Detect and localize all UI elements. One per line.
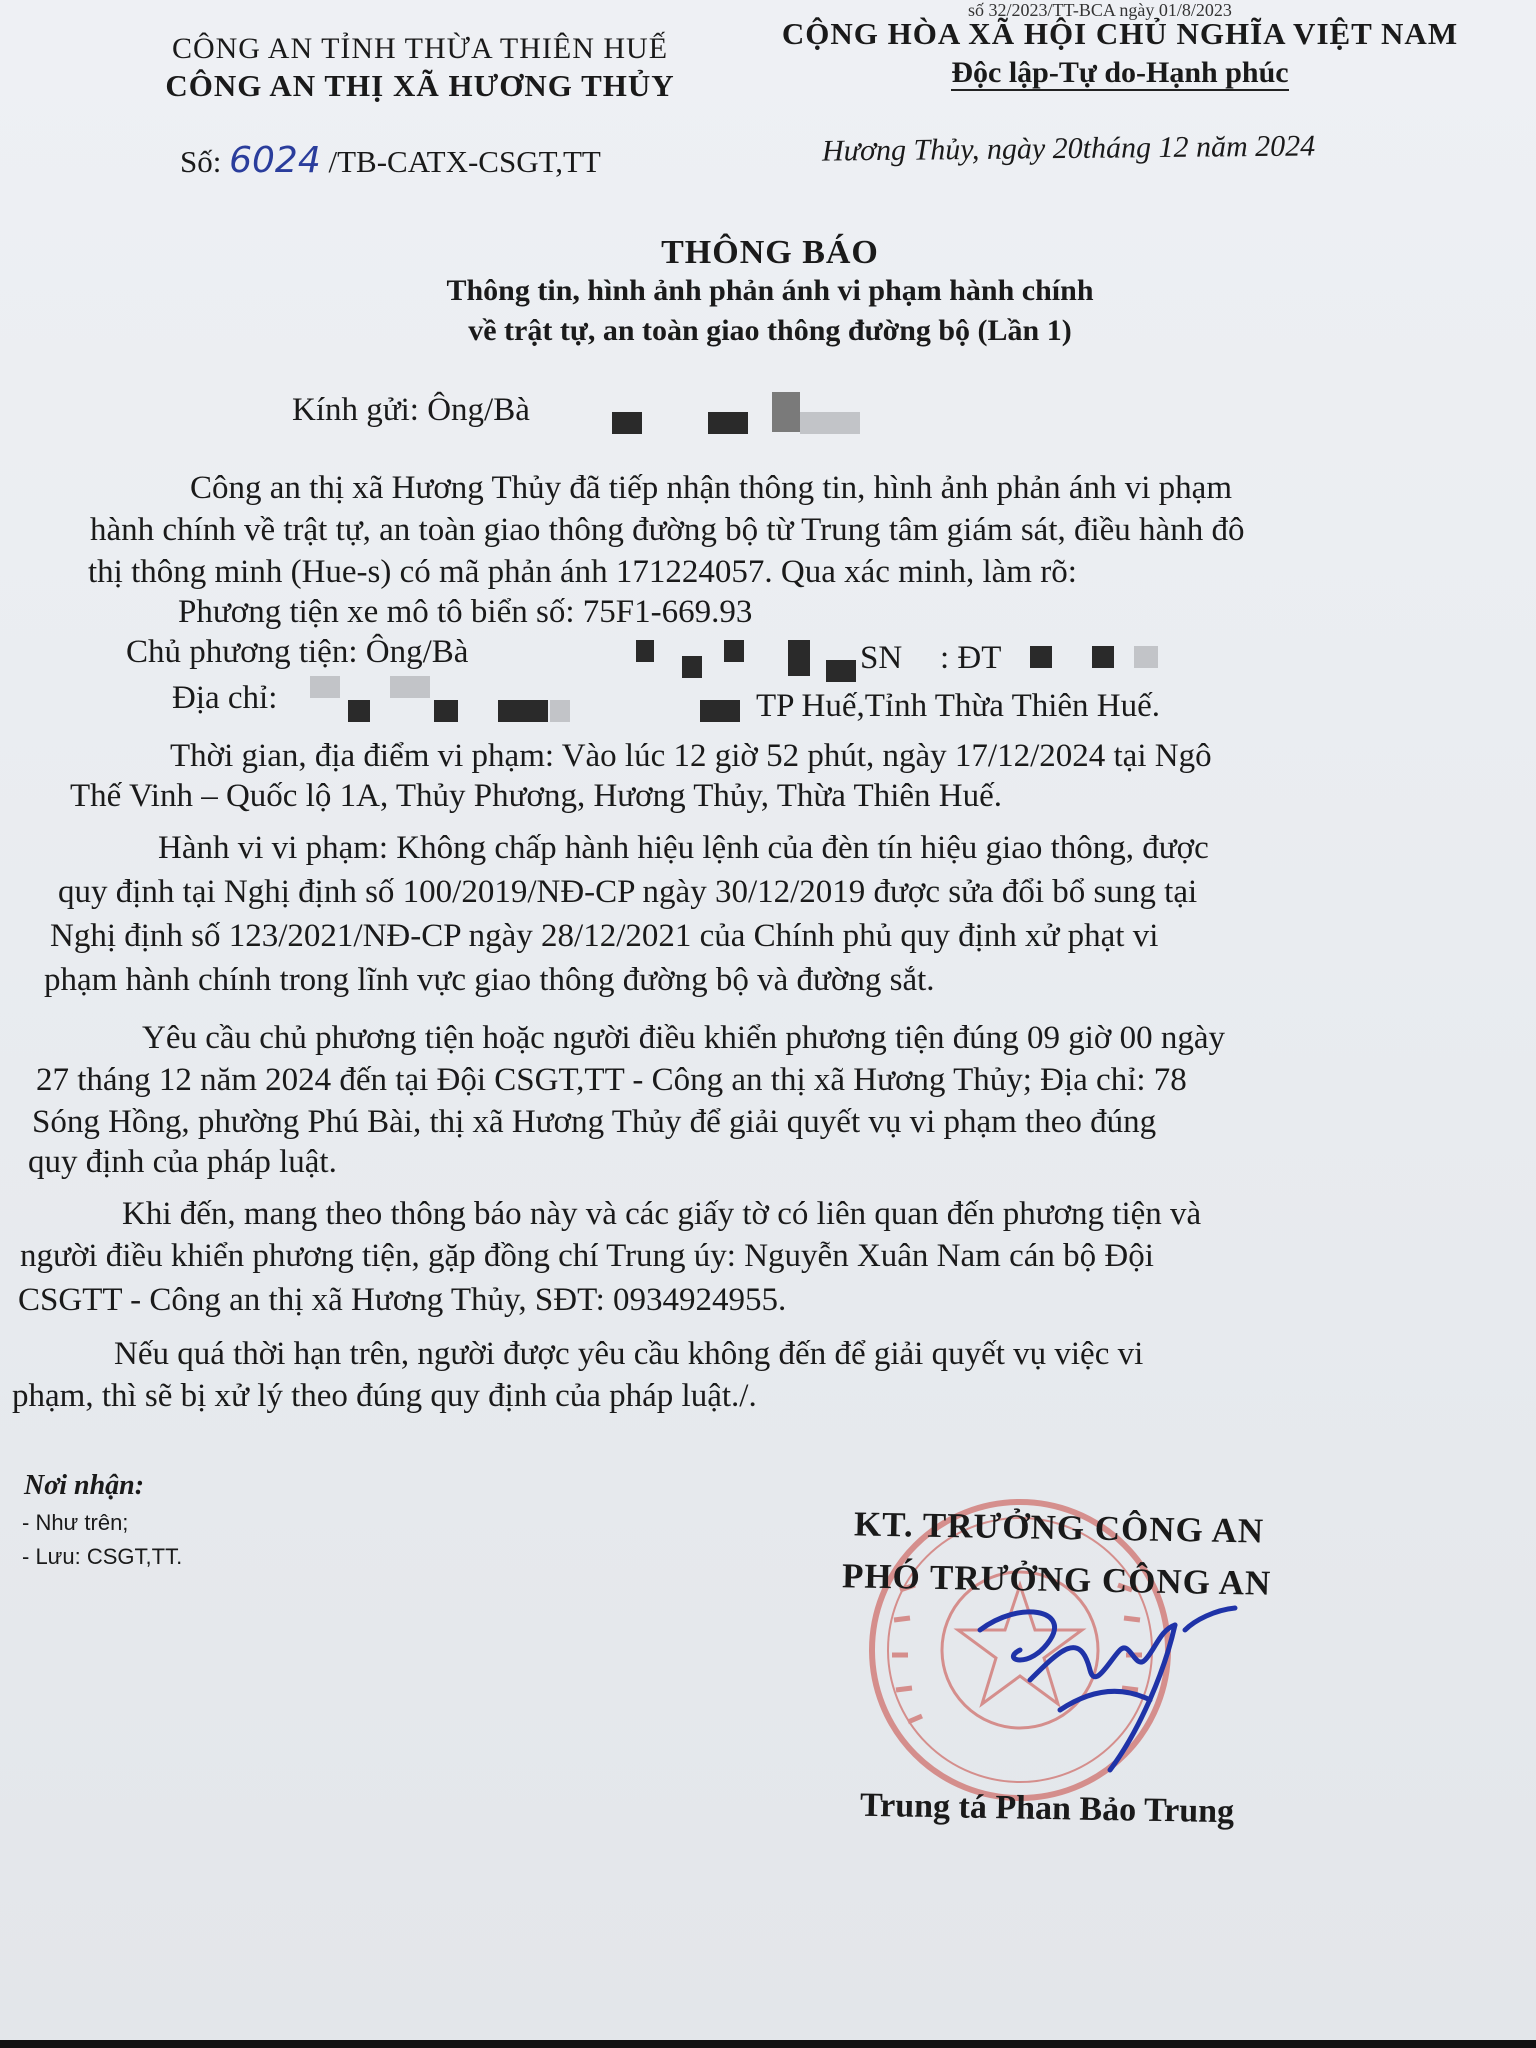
redacted-block	[800, 412, 860, 434]
document-title: THÔNG BÁO	[661, 234, 879, 271]
document-number	[180, 140, 601, 181]
redacted-block	[498, 700, 548, 722]
owner-label: Chủ phương tiện: Ông/Bà	[126, 634, 469, 670]
signature-title-line-2: PHÓ TRƯỞNG CÔNG AN	[841, 1556, 1272, 1603]
recipient-item: - Như trên;	[22, 1510, 129, 1535]
redacted-block	[1134, 646, 1158, 668]
bring-line-1: Khi đến, mang theo thông báo này và các giấy tờ có liên quan đến phương tiện và	[122, 1196, 1202, 1232]
late-line-2: phạm, thì sẽ bị xử lý theo đúng quy định của pháp luật./.	[12, 1378, 757, 1414]
address-label: Địa chỉ:	[172, 680, 278, 716]
redacted-block	[1030, 646, 1052, 668]
request-line-4: quy định của pháp luật.	[28, 1144, 337, 1180]
address-city: TP Huế,Tỉnh Thừa Thiên Huế.	[756, 688, 1161, 724]
request-line-3: Sóng Hồng, phường Phú Bài, thị xã Hương Thủy để giải quyết vụ vi phạm theo đúng	[32, 1104, 1157, 1140]
redacted-block	[700, 700, 740, 722]
doc-no-label: Số:	[180, 144, 222, 179]
recipients-title: Nơi nhận:	[24, 1470, 145, 1501]
vehicle-plate: Phương tiện xe mô tô biển số: 75F1-669.93	[178, 594, 753, 630]
redacted-block	[1092, 646, 1114, 668]
bring-line-3: CSGTT - Công an thị xã Hương Thủy, SĐT: 0934924955.	[18, 1282, 787, 1318]
paragraph-1-line-3: thị thông minh (Hue-s) có mã phản ánh 171224057. Qua xác minh, làm rõ:	[88, 554, 1077, 590]
document-subtitle-2: về trật tự, an toàn giao thông đường bộ (Lần 1)	[468, 314, 1072, 347]
legal-reference-note: số 32/2023/TT-BCA ngày 01/8/2023	[968, 0, 1232, 20]
violation-act-line-1: Hành vi vi phạm: Không chấp hành hiệu lệnh của đèn tín hiệu giao thông, được	[158, 830, 1209, 866]
request-line-2: 27 tháng 12 năm 2024 đến tại Đội CSGT,TT - Công an thị xã Hương Thủy; Địa chỉ: 78	[36, 1062, 1187, 1098]
document-subtitle-1: Thông tin, hình ảnh phản ánh vi phạm hành chính	[446, 274, 1094, 307]
nation-motto-wrap	[770, 56, 1470, 90]
handwritten-signature	[960, 1590, 1260, 1790]
signer-name: Trung tá Phan Bảo Trung	[859, 1786, 1235, 1831]
nation-name: CỘNG HÒA XÃ HỘI CHỦ NGHĨA VIỆT NAM	[781, 16, 1459, 51]
owner-birth-label: SN	[860, 640, 903, 676]
recipient-item: - Lưu: CSGT,TT.	[22, 1544, 183, 1569]
redacted-block	[708, 412, 748, 434]
redacted-block	[826, 660, 856, 682]
redacted-block	[550, 700, 570, 722]
violation-act-line-4: phạm hành chính trong lĩnh vực giao thông đường bộ và đường sắt.	[44, 962, 935, 998]
redacted-block	[390, 676, 430, 698]
redacted-block	[724, 640, 744, 662]
org-parent-name: CÔNG AN TỈNH THỪA THIÊN HUẾ	[171, 32, 669, 65]
org-name: CÔNG AN THỊ XÃ HƯƠNG THỦY	[165, 68, 675, 103]
owner-phone-label: : ĐT	[940, 640, 1002, 676]
doc-no-handwritten: 6024	[229, 140, 321, 181]
redacted-block	[348, 700, 370, 722]
redacted-block	[636, 640, 654, 662]
redacted-block	[788, 640, 810, 676]
redacted-block	[434, 700, 458, 722]
bring-line-2: người điều khiển phương tiện, gặp đồng chí Trung úy: Nguyễn Xuân Nam cán bộ Đội	[20, 1238, 1154, 1274]
paragraph-1-line-2: hành chính về trật tự, an toàn giao thông đường bộ từ Trung tâm giám sát, điều hành đô	[90, 512, 1245, 548]
redacted-block	[612, 412, 642, 434]
redacted-block	[682, 656, 702, 678]
redacted-block	[772, 392, 800, 432]
violation-act-line-2: quy định tại Nghị định số 100/2019/NĐ-CP ngày 30/12/2019 được sửa đổi bổ sung tại	[58, 874, 1198, 910]
redacted-block	[310, 676, 340, 698]
late-line-1: Nếu quá thời hạn trên, người được yêu cầu không đến để giải quyết vụ việc vi	[114, 1336, 1144, 1372]
violation-act-line-3: Nghị định số 123/2021/NĐ-CP ngày 28/12/2021 của Chính phủ quy định xử phạt vi	[50, 918, 1159, 954]
addressee-label: Kính gửi: Ông/Bà	[292, 392, 530, 428]
doc-no-suffix: /TB-CATX-CSGT,TT	[328, 144, 601, 179]
request-line-1: Yêu cầu chủ phương tiện hoặc người điều khiển phương tiện đúng 09 giờ 00 ngày	[142, 1020, 1226, 1056]
place-date: Hương Thủy, ngày 20tháng 12 năm 2024	[821, 129, 1316, 168]
violation-time-line-1: Thời gian, địa điểm vi phạm: Vào lúc 12 giờ 52 phút, ngày 17/12/2024 tại Ngô	[170, 738, 1212, 774]
paragraph-1-line-1: Công an thị xã Hương Thủy đã tiếp nhận thông tin, hình ảnh phản ánh vi phạm	[190, 470, 1232, 506]
nation-motto: Độc lập-Tự do-Hạnh phúc	[951, 56, 1289, 89]
signature-title-line-1: KT. TRƯỞNG CÔNG AN	[853, 1504, 1265, 1551]
violation-time-line-2: Thế Vinh – Quốc lộ 1A, Thủy Phương, Hương Thủy, Thừa Thiên Huế.	[70, 778, 1002, 814]
